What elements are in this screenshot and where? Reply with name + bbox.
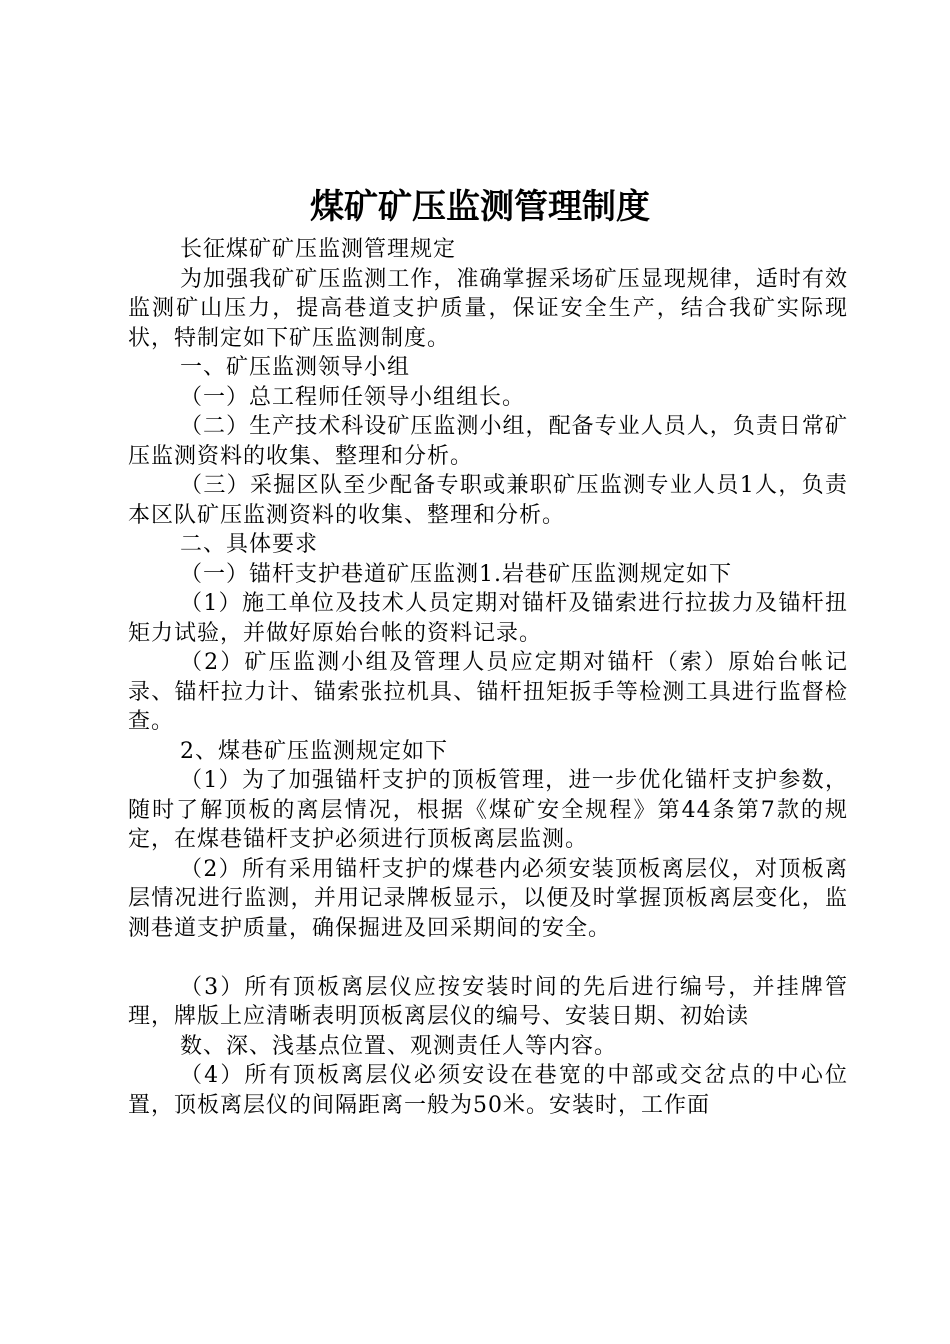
document-body	[128, 235, 848, 1120]
paragraph-intro: 为加强我矿矿压监测工作，准确掌握采场矿压显现规律，适时有效监测矿山压力，提高巷道支护质量，保证安全生产，结合我矿实际现状，特制定如下矿压监测制度。	[128, 266, 848, 351]
paragraph-2-1-1: （1）施工单位及技术人员定期对锚杆及锚索进行拉拔力及锚杆扭矩力试验，并做好原始台帐的资料记录。	[128, 591, 848, 646]
paragraph-2-2-3-cont: 数、深、浅基点位置、观测责任人等内容。	[180, 1033, 618, 1059]
section-heading-1: 一、矿压监测领导小组	[180, 355, 411, 380]
paragraph-2-2-4: （4）所有顶板离层仪必须安设在巷宽的中部或交岔点的中心位置，顶板离层仪的间隔距离一般为50米。安装时，工作面	[128, 1063, 848, 1118]
paragraph-subtitle: 长征煤矿矿压监测管理规定	[180, 237, 457, 262]
paragraph-2-2: 2、煤巷矿压监测规定如下	[180, 738, 448, 764]
paragraph-2-2-2: （2）所有采用锚杆支护的煤巷内必须安装顶板离层仪，对顶板离层情况进行监测，并用记录牌板显示，以便及时掌握顶板离层变化，监测巷道支护质量，确保掘进及回采期间的安全。	[128, 856, 848, 941]
document-title: 煤矿矿压监测管理制度	[310, 187, 650, 227]
paragraph-2-2-3: （3）所有顶板离层仪应按安装时间的先后进行编号，并挂牌管理，牌版上应清晰表明顶板离层仪的编号、安装日期、初始读	[128, 974, 848, 1029]
paragraph-2-2-1: （1）为了加强锚杆支护的顶板管理，进一步优化锚杆支护参数，随时了解顶板的离层情况，根据《煤矿安全规程》第44条第7款的规定，在煤巷锚杆支护必须进行顶板离层监测。	[128, 768, 848, 852]
paragraph-2-1: （一）锚杆支护巷道矿压监测1.岩巷矿压监测规定如下	[180, 561, 732, 587]
blank-line	[128, 943, 848, 973]
section-heading-2: 二、具体要求	[180, 532, 319, 557]
paragraph-2-1-2: （2）矿压监测小组及管理人员应定期对锚杆（索）原始台帐记录、锚杆拉力计、锚索张拉机具、锚杆扭矩扳手等检测工具进行监督检查。	[128, 650, 848, 734]
paragraph-1-1: （一）总工程师任领导小组组长。	[180, 384, 526, 410]
paragraph-1-3: （三）采掘区队至少配备专职或兼职矿压监测专业人员1人，负责本区队矿压监测资料的收集、整理和分析。	[128, 473, 848, 528]
paragraph-1-2: （二）生产技术科设矿压监测小组，配备专业人员人，负责日常矿压监测资料的收集、整理和分析。	[128, 414, 848, 469]
